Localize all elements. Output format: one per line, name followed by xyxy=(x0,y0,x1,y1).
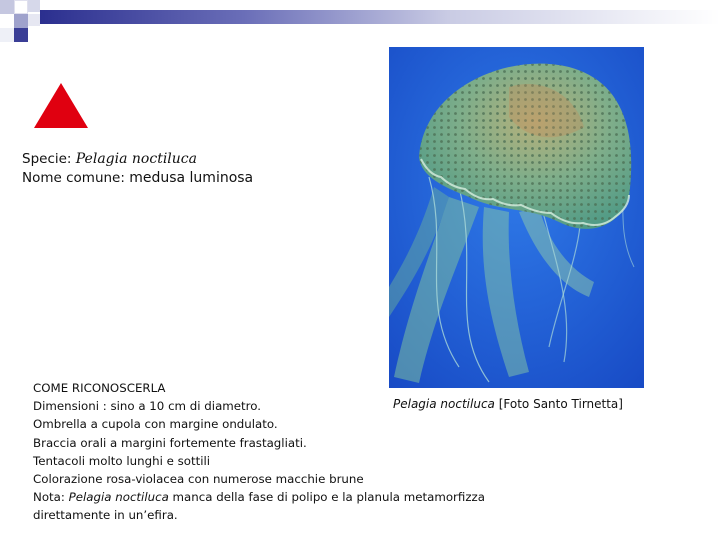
note-species: Pelagia noctiluca xyxy=(68,490,169,505)
species-name: Pelagia noctiluca xyxy=(75,151,197,167)
jellyfish-illustration xyxy=(389,47,644,388)
header-square xyxy=(28,14,40,26)
description-block xyxy=(33,379,485,525)
header-square xyxy=(14,28,28,42)
header-square xyxy=(0,0,14,14)
header-square xyxy=(14,0,28,14)
jellyfish-photo xyxy=(389,47,644,388)
common-name-value: medusa luminosa xyxy=(129,170,254,186)
common-name-label: Nome comune: xyxy=(22,170,130,186)
note-line-2: direttamente in un’efira. xyxy=(33,508,178,523)
description-line: Colorazione rosa-violacea con numerose macchie brune xyxy=(33,472,364,487)
header-square xyxy=(0,14,14,28)
header-square xyxy=(14,14,28,28)
header-square xyxy=(28,28,40,40)
caption-species: Pelagia noctiluca xyxy=(393,397,495,411)
note-text: manca della fase di polipo e la planula metamorfizza xyxy=(168,490,485,505)
species-line xyxy=(22,150,253,169)
description-line: Braccia orali a margini fortemente frastagliati. xyxy=(33,435,307,450)
header-square xyxy=(0,28,14,42)
note-line xyxy=(33,488,485,506)
species-label: Specie: xyxy=(22,151,76,167)
caption-credit: [Foto Santo Tirnetta] xyxy=(494,397,623,411)
description-heading: COME RICONOSCERLA xyxy=(33,381,166,395)
description-line: Dimensioni : sino a 10 cm di diametro. xyxy=(33,399,262,414)
common-name-line xyxy=(22,169,253,188)
note-prefix: Nota: xyxy=(33,490,69,505)
description-line: Tentacoli molto lunghi e sottili xyxy=(33,453,211,468)
header-square xyxy=(28,0,40,12)
header-gradient-bar xyxy=(40,10,720,24)
species-info xyxy=(22,150,253,188)
description-line: Ombrella a cupola con margine ondulato. xyxy=(33,417,278,432)
warning-triangle-icon xyxy=(34,83,88,128)
